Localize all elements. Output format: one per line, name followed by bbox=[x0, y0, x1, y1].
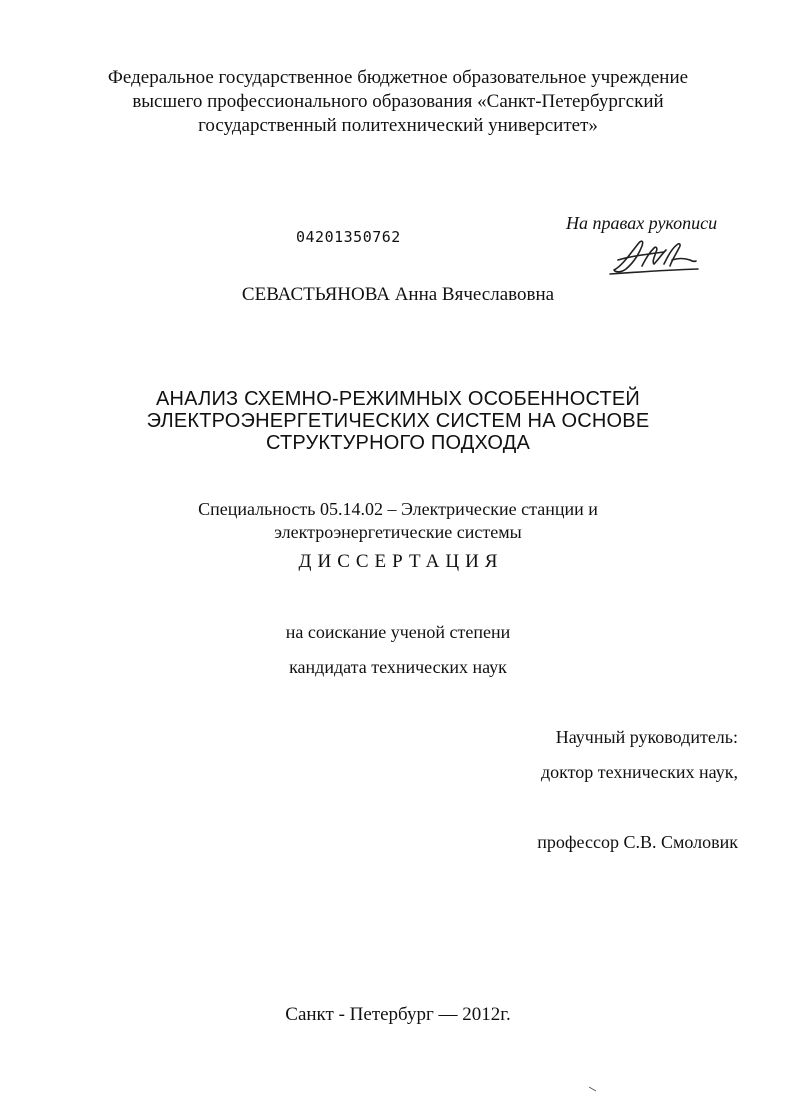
specialty bbox=[0, 498, 796, 544]
advisor-role: Научный руководитель: bbox=[555, 727, 738, 747]
institution-line: высшего профессионального образования «Санкт-Петербургский bbox=[132, 91, 664, 112]
specialty-line: электроэнергетические системы bbox=[274, 522, 522, 542]
degree-line-2: кандидата технических наук bbox=[289, 657, 507, 677]
institution-line: Федеральное государственное бюджетное образовательное учреждение bbox=[107, 67, 689, 88]
title-line: ЭЛЕКТРОЭНЕРГЕТИЧЕСКИХ СИСТЕМ НА ОСНОВЕ bbox=[146, 410, 650, 432]
title-line: СТРУКТУРНОГО ПОДХОДА bbox=[265, 432, 531, 454]
specialty-line: Специальность 05.14.02 – Электрические станции и bbox=[198, 499, 598, 519]
document-type: ДИССЕРТАЦИЯ bbox=[298, 551, 504, 572]
author-name: СЕВАСТЬЯНОВА Анна Вячеславовна bbox=[241, 284, 555, 305]
signature-icon bbox=[608, 236, 700, 276]
institution-line: государственный политехнический университет» bbox=[198, 115, 598, 136]
city-year: Санкт - Петербург — 2012г. bbox=[285, 1004, 511, 1025]
dissertation-title bbox=[0, 388, 796, 454]
rights-note: На правах рукописи bbox=[566, 213, 718, 233]
degree-line-1: на соискание ученой степени bbox=[285, 622, 511, 642]
advisor-degree: доктор технических наук, bbox=[541, 762, 738, 782]
registry-number: 04201350762 bbox=[296, 228, 401, 246]
scan-speck bbox=[588, 1086, 598, 1092]
institution-header bbox=[0, 66, 796, 138]
title-line: АНАЛИЗ СХЕМНО-РЕЖИМНЫХ ОСОБЕННОСТЕЙ bbox=[156, 388, 640, 410]
advisor-name: профессор С.В. Смоловик bbox=[537, 832, 738, 852]
